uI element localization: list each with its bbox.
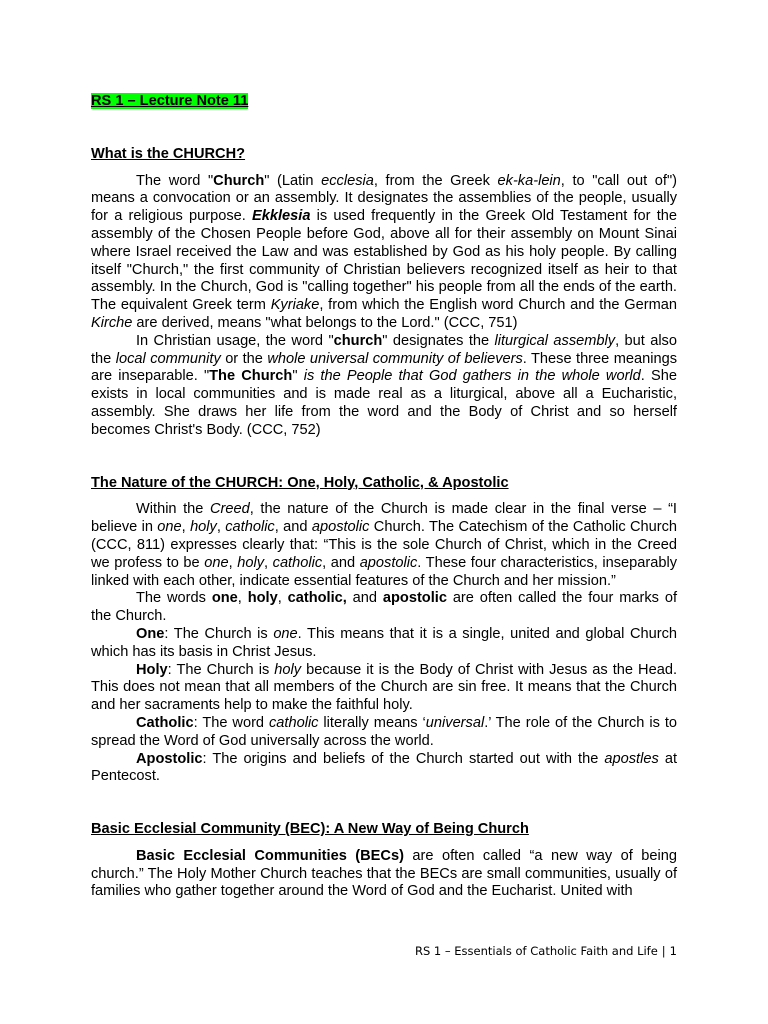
paragraph-mark-one: One: The Church is one. This means that it is a single, united and global Church which has its basis in Christ Jesus. [91, 625, 677, 660]
page-number: 1 [669, 944, 677, 958]
document-title: RS 1 – Lecture Note 11 [91, 93, 249, 109]
paragraph: The words one, holy, catholic, and apostolic are often called the four marks of the Church. [91, 590, 678, 625]
paragraph: Basic Ecclesial Communities (BECs) are often called “a new way of being church.” The Holy Mother Church teaches that the BECs are small communities, usually of families who gather together around the Word of God and the Eucharist. United with [91, 847, 677, 900]
document-body [91, 93, 677, 901]
section-heading-bec: Basic Ecclesial Community (BEC): A New Way of Being Church [91, 821, 529, 838]
footer-course-title: RS 1 – Essentials of Catholic Faith and Life [414, 944, 658, 958]
paragraph: Within the Creed, the nature of the Church is made clear in the final verse – “I believe in one, holy, catholic, and apostolic Church. The Catechism of the Catholic Church (CCC, 811) expresses clearly that: “This is the sole Church of Christ, which in the Creed we profess to be one, holy, catholic, and apostolic. These four characteristics, inseparably linked with each other, indicate essential features of the Church and her mission.” [91, 501, 678, 589]
paragraph-mark-holy: Holy: The Church is holy because it is the Body of Christ with Jesus as the Head. This does not mean that all members of the Church are sin free. It means that the Church and her sacraments help to make the faithful holy. [91, 661, 677, 714]
page-footer [415, 943, 677, 959]
paragraph: The word "Church" (Latin ecclesia, from the Greek ek-ka-lein, to "call out of") means a convocation or an assembly. It designates the assemblies of the people, usually for a religious purpose. Ekklesia is used frequently in the Greek Old Testament for the assembly of the Chosen People before God, above all for their assembly on Mount Sinai where Israel received the Law and was established by God as his holy people. By calling itself "Church," the first community of Christian believers recognized itself as heir to that assembly. In the Church, God is "calling together" his people from all the ends of the earth. The equivalent Greek term Kyriake, from which the English word Church and the German Kirche are derived, means "what belongs to the Lord." (CCC, 751) [91, 172, 678, 331]
section-heading-church: What is the CHURCH? [91, 145, 246, 162]
footer-separator: | [661, 944, 666, 958]
section-heading-nature: The Nature of the CHURCH: One, Holy, Catholic, & Apostolic [91, 474, 509, 491]
paragraph-mark-catholic: Catholic: The word catholic literally means ‘universal.’ The role of the Church is to spread the Word of God universally across the world. [91, 714, 678, 749]
paragraph: In Christian usage, the word "church" designates the liturgical assembly, but also the local community or the whole universal community of believers. These three meanings are inseparable. "The Church" is the People that God gathers in the whole world. She exists in local communities and is made real as a liturgical, above all a Eucharistic, assembly. She draws her life from the word and the Body of Christ and so herself becomes Christ's Body. (CCC, 752) [91, 332, 677, 438]
paragraph-mark-apostolic: Apostolic: The origins and beliefs of the Church started out with the apostles at Pentecost. [91, 750, 678, 785]
